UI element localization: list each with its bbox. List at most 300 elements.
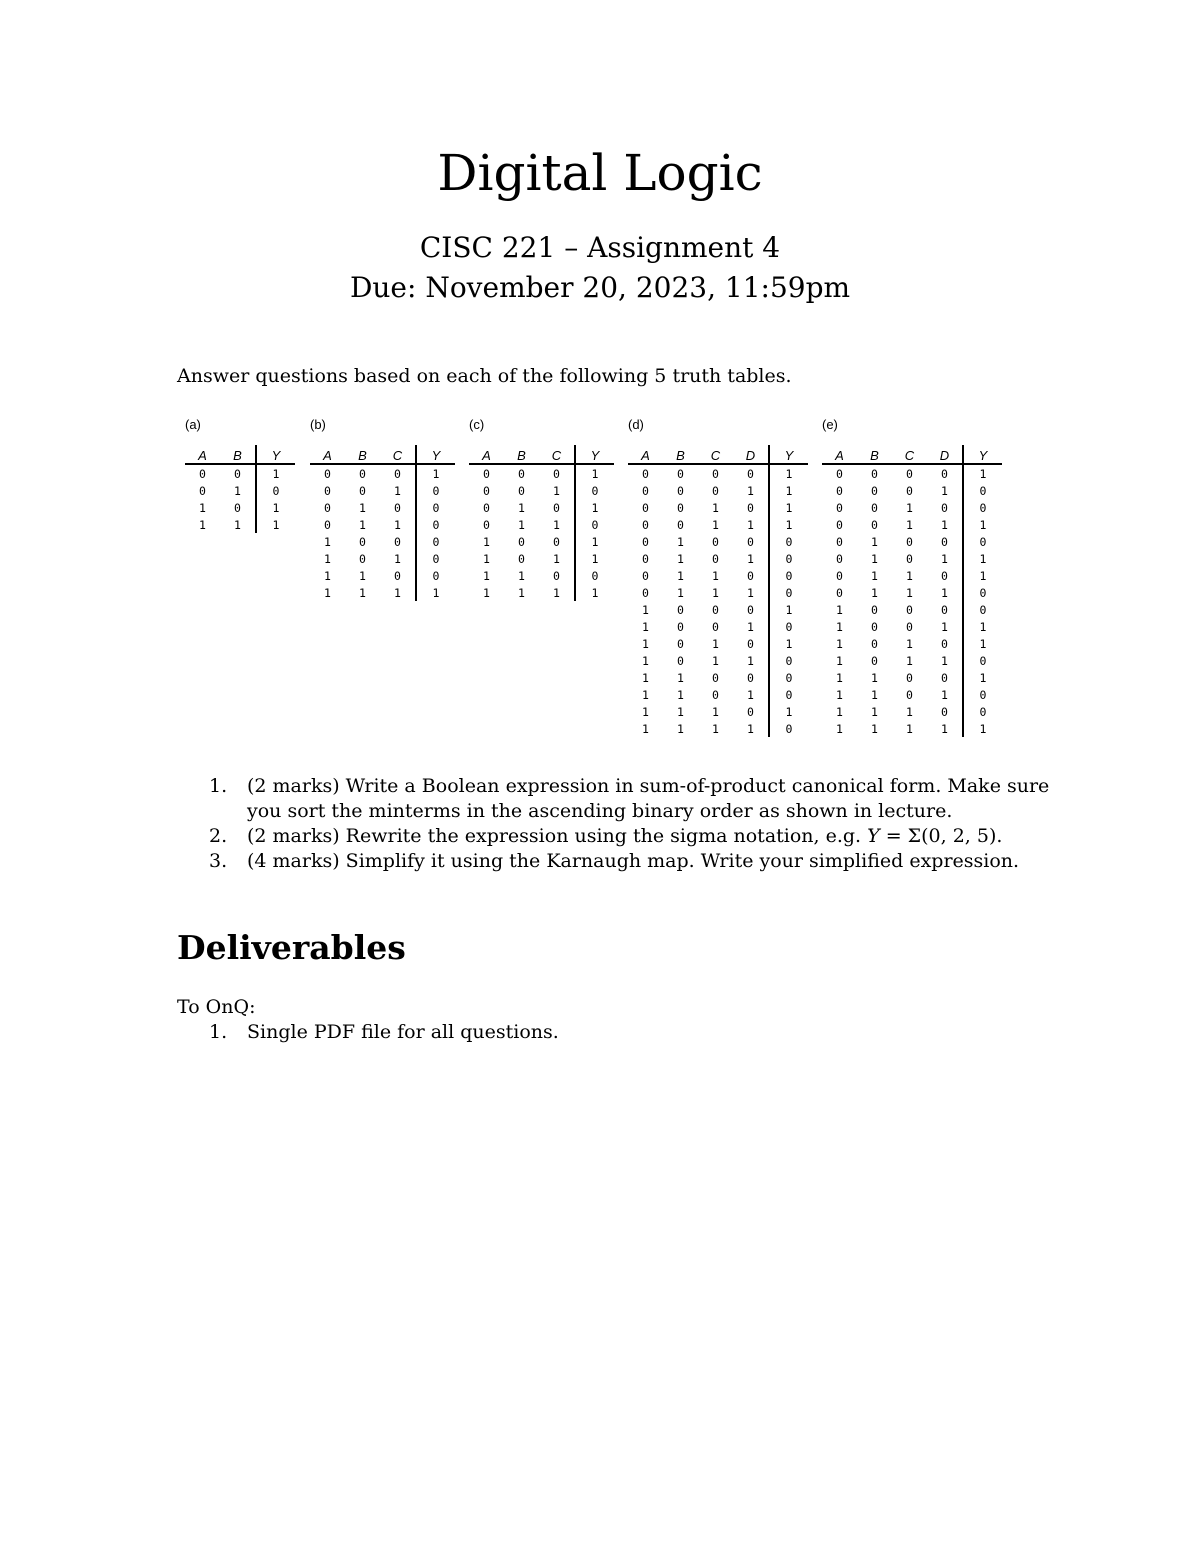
truth-table-output-cell: 1 <box>963 567 1002 584</box>
truth-table-row <box>628 464 808 482</box>
truth-table-input-cell: 0 <box>941 466 948 481</box>
truth-table-input-cell: 0 <box>324 466 331 481</box>
truth-table-d <box>628 417 808 737</box>
truth-table-input-cell: 0 <box>553 466 560 481</box>
truth-table-output-cell: 0 <box>963 499 1002 516</box>
truth-table-input-cell: 0 <box>553 500 560 515</box>
truth-table-row <box>469 516 614 533</box>
truth-table-input-cell: 0 <box>747 534 754 549</box>
truth-table-row <box>469 550 614 567</box>
truth-table-row <box>185 499 295 516</box>
truth-table-a <box>185 417 295 533</box>
truth-table-input-cell: 1 <box>906 517 913 532</box>
truth-table-output-cell: 0 <box>963 482 1002 499</box>
truth-table-input-cell: 0 <box>677 483 684 498</box>
truth-table-output-cell: 1 <box>769 703 808 720</box>
deliverable-item <box>205 1020 559 1045</box>
truth-table-input-cell: 0 <box>394 466 401 481</box>
truth-table-label: (c) <box>469 417 485 432</box>
truth-table-output-cell: 0 <box>963 601 1002 618</box>
truth-table-grid <box>310 445 455 601</box>
truth-table-input-cell: 0 <box>677 517 684 532</box>
truth-table-input-cell: 1 <box>677 551 684 566</box>
truth-table-input-cell: 1 <box>836 704 843 719</box>
truth-table-input-cell: 0 <box>483 466 490 481</box>
truth-table-input-cell: 0 <box>642 568 649 583</box>
truth-table-grid <box>185 445 295 533</box>
truth-table-input-cell: 1 <box>642 636 649 651</box>
truth-table-output-cell: 1 <box>575 464 614 482</box>
truth-table-input-cell: 1 <box>553 551 560 566</box>
truth-table-row <box>628 499 808 516</box>
truth-table-input-cell: 0 <box>941 534 948 549</box>
truth-table-row <box>822 720 1002 737</box>
truth-table-input-cell: 0 <box>836 568 843 583</box>
truth-table-input-cell: 0 <box>906 534 913 549</box>
truth-table-input-cell: 1 <box>483 551 490 566</box>
truth-table-row <box>822 601 1002 618</box>
truth-table-input-cell: 0 <box>906 619 913 634</box>
truth-table-input-cell: 1 <box>941 517 948 532</box>
truth-table-input-cell: 0 <box>836 483 843 498</box>
truth-table-input-cell: 1 <box>642 602 649 617</box>
truth-table-input-cell: 0 <box>747 636 754 651</box>
truth-table-input-cell: 1 <box>518 500 525 515</box>
truth-table-input-cell: 1 <box>677 704 684 719</box>
truth-table-row <box>628 567 808 584</box>
truth-table-row <box>822 669 1002 686</box>
truth-table-output-cell: 0 <box>963 703 1002 720</box>
truth-table-input-cell: 0 <box>941 704 948 719</box>
truth-table-row <box>310 533 455 550</box>
truth-table-input-cell: 0 <box>483 517 490 532</box>
truth-tables-area <box>0 417 1200 757</box>
truth-table-input-cell: 1 <box>747 653 754 668</box>
truth-table-input-cell: 0 <box>518 466 525 481</box>
truth-table-header-cell: Y <box>416 445 455 464</box>
truth-table-row <box>469 499 614 516</box>
truth-table-output-cell: 1 <box>963 464 1002 482</box>
truth-table-input-cell: 0 <box>712 534 719 549</box>
truth-table-input-cell: 1 <box>712 517 719 532</box>
truth-table-row <box>822 499 1002 516</box>
truth-table-input-cell: 0 <box>871 636 878 651</box>
truth-table-header-cell: C <box>892 445 927 464</box>
truth-table-row <box>310 464 455 482</box>
truth-table-input-cell: 1 <box>642 687 649 702</box>
truth-table-input-cell: 0 <box>906 670 913 685</box>
truth-table-input-cell: 1 <box>747 619 754 634</box>
truth-table-input-cell: 1 <box>518 568 525 583</box>
truth-table-row <box>469 533 614 550</box>
truth-table-header-cell: B <box>663 445 698 464</box>
truth-table-input-cell: 0 <box>324 500 331 515</box>
deliverables-list <box>205 1020 559 1045</box>
truth-table-row <box>628 601 808 618</box>
truth-table-row <box>310 584 455 601</box>
truth-table-header-cell: A <box>822 445 857 464</box>
truth-table-header-cell: Y <box>769 445 808 464</box>
truth-table-output-cell: 0 <box>963 584 1002 601</box>
truth-table-output-cell: 1 <box>256 499 295 516</box>
truth-table-input-cell: 0 <box>324 483 331 498</box>
truth-table-input-cell: 1 <box>394 517 401 532</box>
truth-table-input-cell: 1 <box>483 568 490 583</box>
truth-table-output-cell: 1 <box>769 516 808 533</box>
truth-table-output-cell: 1 <box>575 584 614 601</box>
truth-table-row <box>822 703 1002 720</box>
truth-table-input-cell: 1 <box>941 585 948 600</box>
truth-table-label: (a) <box>185 417 201 432</box>
truth-table-input-cell: 0 <box>871 466 878 481</box>
truth-table-input-cell: 0 <box>906 687 913 702</box>
truth-table-input-cell: 1 <box>324 551 331 566</box>
truth-table-row <box>628 550 808 567</box>
question-text: (4 marks) Simplify it using the Karnaugh map. Write your simplified expression. <box>247 850 1020 872</box>
truth-table-input-cell: 0 <box>642 483 649 498</box>
truth-table-row <box>185 482 295 499</box>
truth-table-input-cell: 1 <box>836 653 843 668</box>
truth-table-input-cell: 0 <box>677 466 684 481</box>
truth-table-input-cell: 0 <box>712 466 719 481</box>
truth-table-input-cell: 1 <box>941 483 948 498</box>
truth-table-input-cell: 1 <box>677 534 684 549</box>
truth-table-row <box>822 584 1002 601</box>
truth-table-input-cell: 1 <box>483 585 490 600</box>
truth-table-input-cell: 1 <box>712 636 719 651</box>
truth-table-input-cell: 0 <box>906 602 913 617</box>
truth-table-input-cell: 0 <box>747 602 754 617</box>
truth-table-header-cell: B <box>220 445 256 464</box>
truth-table-input-cell: 1 <box>677 670 684 685</box>
truth-table-header-cell: B <box>504 445 539 464</box>
truth-table-input-cell: 1 <box>747 687 754 702</box>
truth-table-input-cell: 0 <box>712 602 719 617</box>
truth-table-input-cell: 1 <box>483 534 490 549</box>
truth-table-input-cell: 0 <box>747 466 754 481</box>
truth-table-row <box>628 652 808 669</box>
truth-table-output-cell: 1 <box>963 720 1002 737</box>
truth-table-grid <box>469 445 614 601</box>
truth-table-output-cell: 0 <box>416 533 455 550</box>
truth-table-row <box>822 464 1002 482</box>
truth-table-input-cell: 0 <box>747 670 754 685</box>
truth-table-row <box>822 652 1002 669</box>
truth-table-input-cell: 0 <box>712 687 719 702</box>
truth-table-input-cell: 1 <box>906 500 913 515</box>
truth-table-input-cell: 1 <box>359 585 366 600</box>
truth-table-output-cell: 0 <box>769 686 808 703</box>
truth-table-input-cell: 0 <box>518 534 525 549</box>
truth-table-input-cell: 0 <box>941 500 948 515</box>
truth-table-input-cell: 1 <box>747 517 754 532</box>
truth-table-c <box>469 417 614 601</box>
truth-table-input-cell: 0 <box>836 517 843 532</box>
truth-table-input-cell: 1 <box>518 517 525 532</box>
intro-text: Answer questions based on each of the following 5 truth tables. <box>177 365 792 387</box>
truth-table-input-cell: 0 <box>712 551 719 566</box>
truth-table-input-cell: 1 <box>906 568 913 583</box>
truth-table-input-cell: 0 <box>677 500 684 515</box>
truth-table-input-cell: 0 <box>871 619 878 634</box>
truth-table-input-cell: 1 <box>712 500 719 515</box>
truth-table-input-cell: 1 <box>359 568 366 583</box>
truth-table-output-cell: 1 <box>963 516 1002 533</box>
question-text-italic: Y <box>867 825 880 847</box>
truth-table-input-cell: 0 <box>906 483 913 498</box>
truth-table-input-cell: 1 <box>324 585 331 600</box>
truth-table-row <box>185 464 295 482</box>
truth-table-input-cell: 1 <box>871 721 878 736</box>
truth-table-input-cell: 0 <box>518 483 525 498</box>
truth-table-header-cell: A <box>469 445 504 464</box>
truth-table-output-cell: 1 <box>769 499 808 516</box>
truth-table-input-cell: 1 <box>359 517 366 532</box>
truth-table-output-cell: 1 <box>416 464 455 482</box>
truth-table-input-cell: 1 <box>906 721 913 736</box>
truth-table-row <box>628 618 808 635</box>
truth-table-input-cell: 0 <box>677 619 684 634</box>
truth-table-input-cell: 1 <box>941 619 948 634</box>
truth-table-header-cell: B <box>345 445 380 464</box>
truth-table-input-cell: 0 <box>394 568 401 583</box>
truth-table-input-cell: 0 <box>394 534 401 549</box>
truth-table-input-cell: 0 <box>712 670 719 685</box>
truth-table-input-cell: 1 <box>836 721 843 736</box>
truth-table-output-cell: 1 <box>769 482 808 499</box>
truth-table-input-cell: 0 <box>836 551 843 566</box>
truth-table-e <box>822 417 1002 737</box>
truth-table-input-cell: 0 <box>871 500 878 515</box>
truth-table-input-cell: 0 <box>518 551 525 566</box>
truth-table-input-cell: 0 <box>871 483 878 498</box>
truth-table-output-cell: 0 <box>575 516 614 533</box>
truth-table-input-cell: 1 <box>642 704 649 719</box>
truth-table-input-cell: 0 <box>394 500 401 515</box>
truth-table-output-cell: 1 <box>963 669 1002 686</box>
truth-table-input-cell: 0 <box>941 670 948 685</box>
question-list <box>205 774 1065 874</box>
truth-table-input-cell: 1 <box>394 585 401 600</box>
truth-table-output-cell: 0 <box>416 516 455 533</box>
truth-table-input-cell: 1 <box>747 551 754 566</box>
truth-table-row <box>628 686 808 703</box>
truth-table-output-cell: 1 <box>769 464 808 482</box>
truth-table-output-cell: 0 <box>769 550 808 567</box>
truth-table-input-cell: 0 <box>871 653 878 668</box>
truth-table-input-cell: 1 <box>642 721 649 736</box>
truth-table-input-cell: 0 <box>677 602 684 617</box>
truth-table-input-cell: 1 <box>234 483 241 498</box>
truth-table-input-cell: 1 <box>642 653 649 668</box>
question-text <box>247 825 1002 847</box>
truth-table-row <box>310 482 455 499</box>
truth-table-label: (d) <box>628 417 644 432</box>
truth-table-output-cell: 0 <box>256 482 295 499</box>
truth-table-row <box>822 482 1002 499</box>
truth-table-input-cell: 1 <box>677 687 684 702</box>
truth-table-output-cell: 1 <box>963 618 1002 635</box>
truth-table-output-cell: 0 <box>416 499 455 516</box>
truth-table-output-cell: 0 <box>769 720 808 737</box>
truth-table-row <box>310 550 455 567</box>
truth-table-input-cell: 1 <box>836 602 843 617</box>
truth-table-input-cell: 0 <box>836 534 843 549</box>
truth-table-input-cell: 1 <box>871 534 878 549</box>
truth-table-input-cell: 0 <box>871 602 878 617</box>
truth-table-input-cell: 1 <box>553 585 560 600</box>
truth-table-input-cell: 1 <box>747 721 754 736</box>
truth-table-input-cell: 0 <box>747 568 754 583</box>
truth-table-row <box>822 516 1002 533</box>
truth-table-output-cell: 1 <box>769 601 808 618</box>
truth-table-grid <box>822 445 1002 737</box>
truth-table-output-cell: 0 <box>963 686 1002 703</box>
question-item <box>205 849 1065 874</box>
truth-table-header-cell: Y <box>963 445 1002 464</box>
deliverable-text: Single PDF file for all questions. <box>247 1021 559 1043</box>
truth-table-output-cell: 0 <box>769 618 808 635</box>
truth-table-header-cell: A <box>628 445 663 464</box>
truth-table-row <box>822 567 1002 584</box>
truth-table-input-cell: 1 <box>871 687 878 702</box>
truth-table-input-cell: 0 <box>836 466 843 481</box>
truth-table-header-cell: D <box>733 445 769 464</box>
truth-table-input-cell: 0 <box>553 568 560 583</box>
truth-table-input-cell: 1 <box>553 517 560 532</box>
truth-table-input-cell: 0 <box>906 466 913 481</box>
truth-table-header-cell: C <box>539 445 575 464</box>
truth-table-output-cell: 0 <box>769 567 808 584</box>
truth-table-input-cell: 1 <box>359 500 366 515</box>
question-item <box>205 774 1065 824</box>
truth-table-grid <box>628 445 808 737</box>
truth-table-input-cell: 0 <box>677 636 684 651</box>
truth-table-header-cell: B <box>857 445 892 464</box>
truth-table-header-cell: A <box>185 445 220 464</box>
truth-table-output-cell: 0 <box>416 482 455 499</box>
truth-table-output-cell: 0 <box>769 533 808 550</box>
truth-table-input-cell: 0 <box>199 466 206 481</box>
truth-table-input-cell: 1 <box>941 653 948 668</box>
truth-table-label: (b) <box>310 417 326 432</box>
truth-table-input-cell: 0 <box>642 500 649 515</box>
truth-table-row <box>822 533 1002 550</box>
truth-table-input-cell: 1 <box>553 483 560 498</box>
truth-table-row <box>822 550 1002 567</box>
truth-table-input-cell: 0 <box>836 585 843 600</box>
question-text: (2 marks) Write a Boolean expression in sum-of-product canonical form. Make sure you sort the minterms in the ascending binary order as shown in lecture. <box>247 775 1050 822</box>
truth-table-output-cell: 0 <box>575 482 614 499</box>
truth-table-input-cell: 1 <box>642 670 649 685</box>
truth-table-row <box>469 567 614 584</box>
truth-table-input-cell: 1 <box>712 585 719 600</box>
truth-table-input-cell: 0 <box>642 585 649 600</box>
truth-table-input-cell: 1 <box>712 704 719 719</box>
deliverable-number: 1. <box>209 1021 228 1043</box>
truth-table-input-cell: 1 <box>394 483 401 498</box>
question-number: 2. <box>209 825 228 847</box>
truth-table-input-cell: 0 <box>941 636 948 651</box>
truth-table-output-cell: 1 <box>769 635 808 652</box>
truth-table-input-cell: 1 <box>199 517 206 532</box>
truth-table-input-cell: 0 <box>642 466 649 481</box>
truth-table-input-cell: 0 <box>359 483 366 498</box>
truth-table-input-cell: 0 <box>747 704 754 719</box>
truth-table-row <box>310 516 455 533</box>
truth-table-input-cell: 0 <box>941 602 948 617</box>
truth-table-input-cell: 1 <box>234 517 241 532</box>
truth-table-row <box>628 516 808 533</box>
truth-table-input-cell: 0 <box>359 466 366 481</box>
truth-table-input-cell: 1 <box>712 721 719 736</box>
truth-table-input-cell: 1 <box>394 551 401 566</box>
truth-table-row <box>628 533 808 550</box>
truth-table-input-cell: 1 <box>712 653 719 668</box>
truth-table-output-cell: 0 <box>769 669 808 686</box>
truth-table-header-cell: Y <box>575 445 614 464</box>
truth-table-row <box>310 499 455 516</box>
truth-table-input-cell: 1 <box>906 585 913 600</box>
truth-table-input-cell: 0 <box>234 500 241 515</box>
truth-table-input-cell: 0 <box>359 551 366 566</box>
truth-table-output-cell: 0 <box>416 550 455 567</box>
truth-table-input-cell: 1 <box>677 721 684 736</box>
truth-table-row <box>469 464 614 482</box>
truth-table-row <box>628 669 808 686</box>
truth-table-input-cell: 1 <box>836 670 843 685</box>
truth-table-input-cell: 0 <box>642 551 649 566</box>
truth-table-row <box>822 618 1002 635</box>
truth-table-input-cell: 0 <box>747 500 754 515</box>
due-date-line: Due: November 20, 2023, 11:59pm <box>349 271 851 304</box>
truth-table-row <box>822 686 1002 703</box>
truth-table-input-cell: 1 <box>642 619 649 634</box>
truth-table-input-cell: 1 <box>199 500 206 515</box>
truth-table-row <box>185 516 295 533</box>
truth-table-input-cell: 0 <box>234 466 241 481</box>
truth-table-input-cell: 1 <box>324 534 331 549</box>
question-number: 3. <box>209 850 228 872</box>
truth-table-input-cell: 1 <box>836 636 843 651</box>
truth-table-input-cell: 1 <box>871 670 878 685</box>
truth-table-output-cell: 1 <box>416 584 455 601</box>
truth-table-input-cell: 1 <box>906 653 913 668</box>
truth-table-output-cell: 0 <box>416 567 455 584</box>
truth-table-output-cell: 1 <box>575 499 614 516</box>
question-text-after: = Σ(0, 2, 5). <box>879 825 1003 847</box>
truth-table-input-cell: 1 <box>906 704 913 719</box>
truth-table-input-cell: 0 <box>712 483 719 498</box>
truth-table-input-cell: 0 <box>871 517 878 532</box>
question-number: 1. <box>209 775 228 797</box>
truth-table-row <box>628 482 808 499</box>
truth-table-input-cell: 1 <box>871 568 878 583</box>
truth-table-row <box>628 720 808 737</box>
truth-table-input-cell: 0 <box>836 500 843 515</box>
truth-table-row <box>628 635 808 652</box>
truth-table-label: (e) <box>822 417 838 432</box>
question-item <box>205 824 1065 849</box>
truth-table-header-cell: C <box>698 445 733 464</box>
deliverables-intro: To OnQ: <box>177 996 256 1018</box>
document-title: Digital Logic <box>437 144 763 202</box>
truth-table-header-cell: D <box>927 445 963 464</box>
truth-table-output-cell: 1 <box>575 550 614 567</box>
truth-table-row <box>822 635 1002 652</box>
truth-table-input-cell: 1 <box>677 585 684 600</box>
truth-table-header-cell: C <box>380 445 416 464</box>
